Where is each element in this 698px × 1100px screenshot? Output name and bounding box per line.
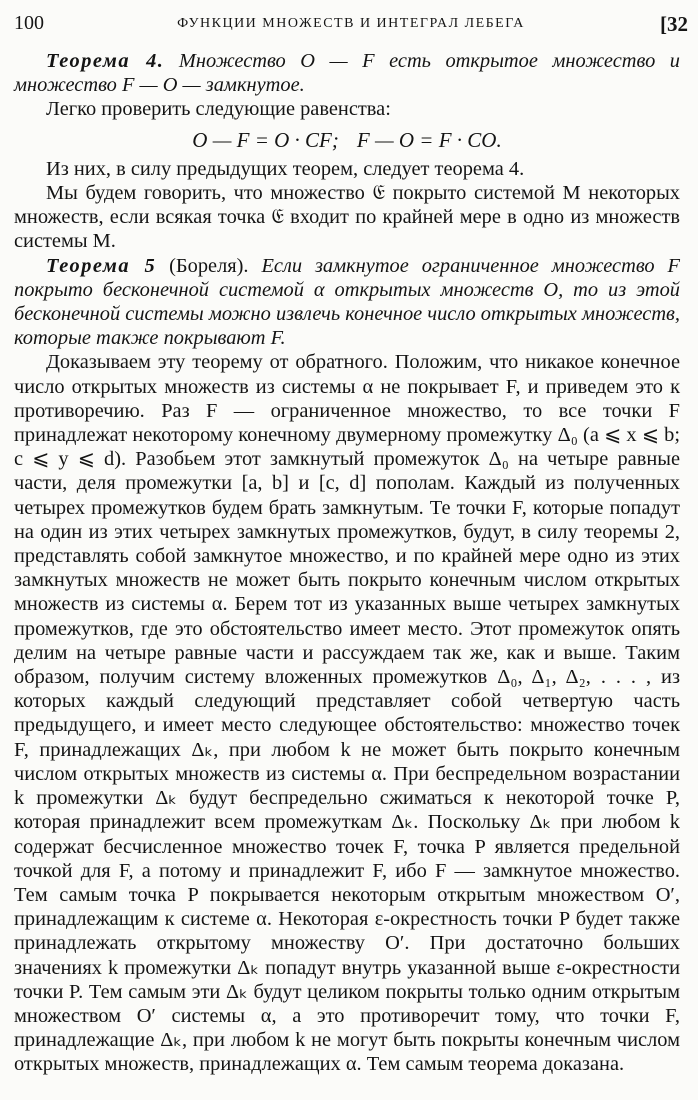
- theorem-4-label: Теорема 4.: [46, 50, 165, 72]
- theorem-5: [14, 254, 680, 351]
- page-header: [14, 12, 688, 42]
- page-body: [14, 49, 680, 1077]
- running-title: ФУНКЦИИ МНОЖЕСТВ И ИНТЕГРАЛ ЛЕБЕГА: [177, 16, 525, 31]
- page-number: 100: [14, 12, 44, 34]
- equation-left: O — F = O · CF;: [192, 127, 339, 152]
- theorem-4: [14, 49, 680, 97]
- paragraph-follows: Из них, в силу предыдущих теорем, следует теорема 4.: [46, 157, 525, 180]
- equation-right: F — O = F · CO.: [356, 127, 502, 152]
- paragraph-check: Легко проверить следующие равенства:: [46, 98, 391, 121]
- theorem-4-statement: Множество O — F есть открытое множество и множество F — O — замкнутое.: [14, 50, 680, 97]
- paragraph-cover-definition: Мы будем говорить, что множество 𝔈 покрыто системой M некоторых множеств, если всякая точка 𝔈 входит по крайней мере в одно из множеств системы M.: [14, 182, 680, 253]
- section-number: [32: [660, 12, 688, 36]
- theorem-5-statement: Если замкнутое ограниченное множество F покрыто бесконечной системой α открытых множеств O, то из этой бесконечной системы можно извлечь конечное число открытых множеств, которые также покрывают F.: [14, 254, 680, 350]
- paragraph-proof: Доказываем эту теорему от обратного. Положим, что никакое конечное число открытых множеств из системы α не покрывает F, и приведем это к противоречию. Раз F — ограниченное множество, то все точки F принадлежат некоторому конечному двумерному промежутку Δ₀ (a ⩽ x ⩽ b; c ⩽ y ⩽ d). Разобьем этот замкнутый промежуток Δ₀ на четыре равные части, деля промежутки [a, b] и [c, d] пополам. Каждый из полученных четырех промежутков будем брать замкнутым. Те точки F, которые попадут на один из этих четырех замкнутых промежутков, будут, в силу теоремы 2, представлять собой замкнутое множество, и по крайней мере одно из этих замкнутых множеств не может быть покрыто конечным числом открытых множеств из системы α. Берем тот из указанных выше четырех замкнутых промежутков, где это обстоятельство имеет место. Этот промежуток опять делим на четыре равные части и рассуждаем так же, как и выше. Таким образом, получим систему вложенных промежутков Δ₀, Δ₁, Δ₂, . . . , из которых каждый следующий представляет собой четвертую часть предыдущего, и имеет место следующее обстоятельство: множество точек F, принадлежащих Δₖ, при любом k не может быть покрыто конечным числом открытых множеств из системы α. При беспредельном возрастании k промежутки Δₖ будут беспредельно сжиматься к некоторой точке P, которая принадлежит всем промежуткам Δₖ. Поскольку Δₖ при любом k содержат бесчисленное множество точек F, точка P является предельной точкой для F, а потому и принадлежит F, ибо F — замкнутое множество. Тем самым точка P покрывается некоторым открытым множеством O′, принадлежащим к системе α. Некоторая ε-окрестность точки P будет также принадлежать открытому множеству O′. При достаточно больших значениях k промежутки Δₖ попадут внутрь указанной выше ε-окрестности точки P. Тем самым эти Δₖ будут целиком покрыты только одним открытым множеством O′ системы α, а это противоречит тому, что точки F, принадлежащие Δₖ, при любом k не могут быть покрыты конечным числом открытых множеств, принадлежащих α. Тем самым теорема доказана.: [14, 351, 680, 1076]
- equation: [14, 128, 680, 152]
- theorem-5-attribution: (Бореля).: [169, 254, 249, 277]
- theorem-5-label: Теорема 5: [46, 254, 157, 277]
